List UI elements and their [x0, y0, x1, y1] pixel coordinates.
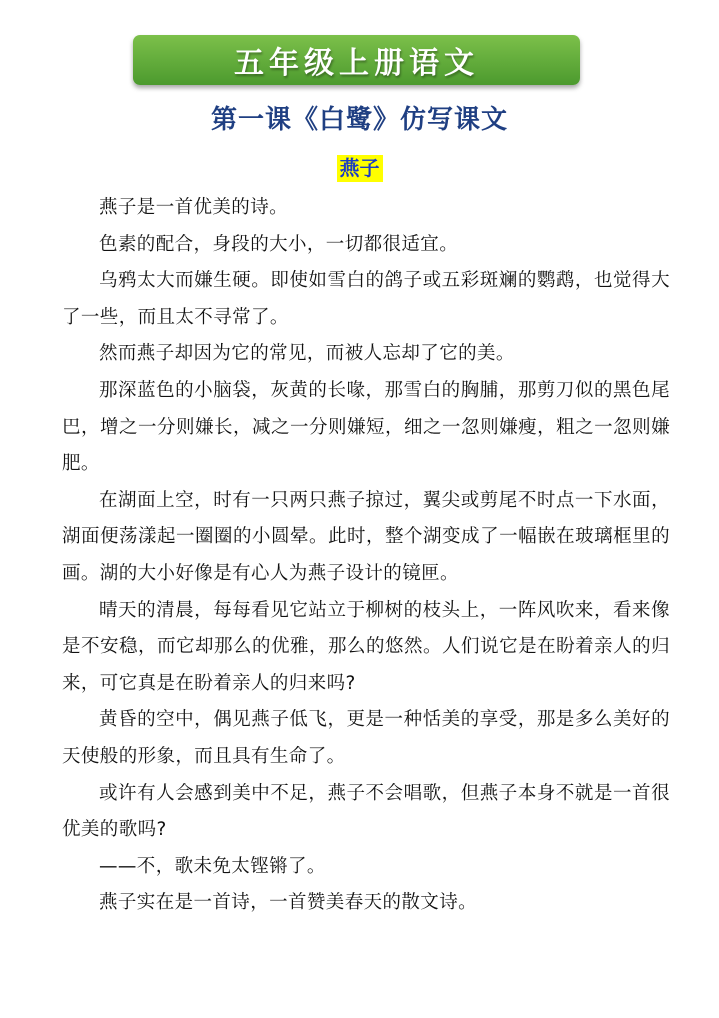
paragraph: 在湖面上空，时有一只两只燕子掠过，翼尖或剪尾不时点一下水面，湖面便荡漾起一圈圈的小圆晕。此时，整个湖变成了一幅嵌在玻璃框里的画。湖的大小好像是有心人为燕子设计的镜匣。: [62, 489, 670, 584]
paragraph: 黄昏的空中，偶见燕子低飞，更是一种恬美的享受，那是多么美好的天使般的形象，而且具有生命了。: [62, 709, 670, 767]
paragraph: 晴天的清晨，每每看见它站立于柳树的枝头上，一阵风吹来，看来像是不安稳，而它却那么的优雅，那么的悠然。人们说它是在盼着亲人的归来，可它真是在盼着亲人的归来吗?: [62, 599, 670, 694]
paragraph: 燕子实在是一首诗，一首赞美春天的散文诗。: [99, 892, 478, 914]
paragraph: 那深蓝色的小脑袋，灰黄的长喙，那雪白的胸脯，那剪刀似的黑色尾巴，增之一分则嫌长，减之一分则嫌短，细之一忽则嫌瘦，粗之一忽则嫌肥。: [62, 379, 670, 475]
lesson-title: 第一课《白鹭》仿写课文: [210, 105, 508, 135]
paragraph: 乌鸦太大而嫌生硬。即使如雪白的鸽子或五彩斑斓的鹦鹉，也觉得大了一些，而且太不寻常了。: [62, 270, 670, 328]
paragraph: 燕子是一首优美的诗。: [99, 197, 289, 218]
grade-banner: [133, 35, 580, 85]
paragraph: 然而燕子却因为它的常见，而被人忘却了它的美。: [99, 343, 515, 365]
essay-title: 燕子: [337, 155, 383, 182]
essay-body: [62, 190, 670, 922]
essay-title-container: [0, 155, 719, 182]
paragraph: 或许有人会感到美中不足，燕子不会唱歌，但燕子本身不就是一首很优美的歌吗?: [62, 782, 670, 841]
banner-title: 五年级上册语文: [234, 46, 479, 81]
paragraph: ——不，歌未免太铿锵了。: [99, 855, 326, 877]
paragraph: 色素的配合，身段的大小，一切都很适宜。: [99, 233, 459, 255]
